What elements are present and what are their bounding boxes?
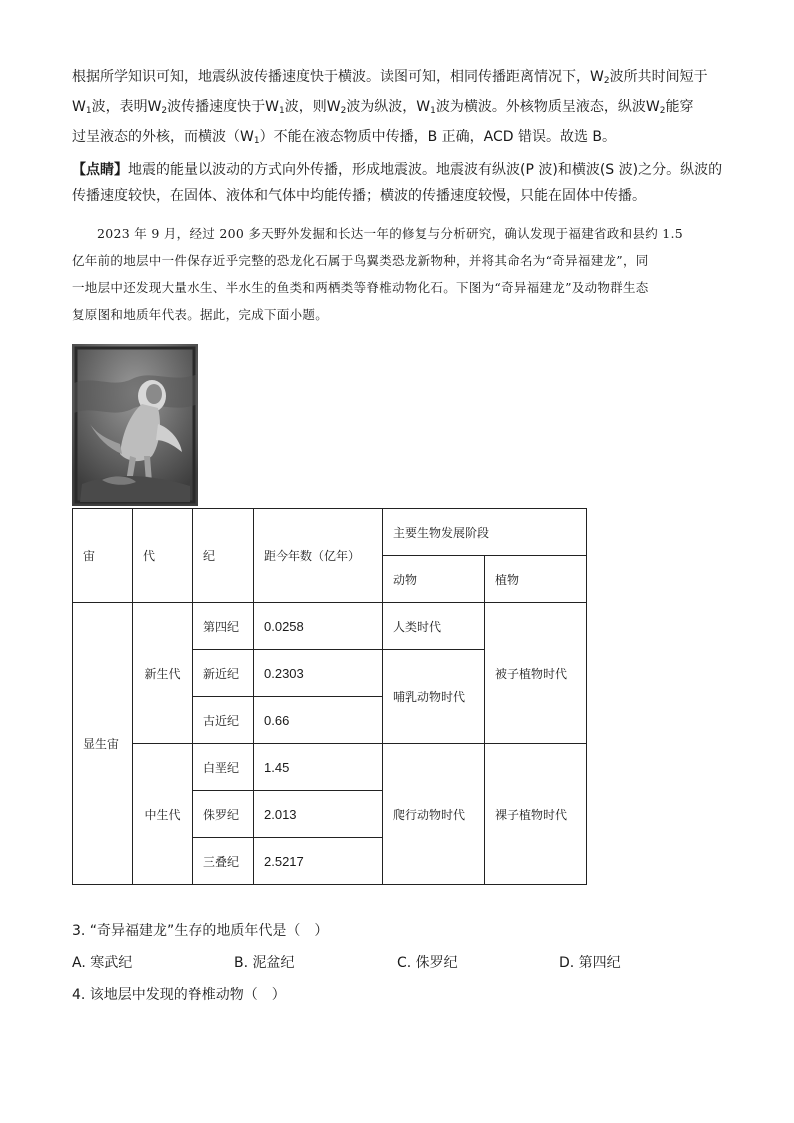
cell-age: 2.5217	[254, 838, 383, 885]
cell-period: 新近纪	[193, 650, 254, 697]
analysis-line-3: 过呈液态的外核，而横波$(W_1)$不能在液态物质中传播，B 正确，ACD 错误。故选 B。	[72, 129, 617, 146]
passage-line-4: 复原图和地质年代表。据此，完成下面小题。	[72, 307, 329, 322]
cell-period: 古近纪	[193, 697, 254, 744]
header-period: 纪	[193, 509, 254, 603]
option-a[interactable]: A. 寒武纪	[72, 955, 133, 971]
analysis-paragraph	[72, 64, 722, 154]
tip-label: 【点睛】	[72, 162, 128, 178]
cell-period: 侏罗纪	[193, 791, 254, 838]
dinosaur-illustration	[72, 344, 198, 506]
header-stage: 主要生物发展阶段	[383, 509, 587, 556]
analysis-line-1: 根据所学知识可知，地震纵波传播速度快于横波。读图可知，相同传播距离情况下，$W_2$波所共时间短于	[72, 69, 708, 86]
question-4: 4. 该地层中发现的脊椎动物（ ）	[72, 987, 286, 1003]
option-d[interactable]: D. 第四纪	[559, 955, 621, 971]
cell-eon: 显生宙	[73, 603, 133, 885]
tip-text-2: 传播速度较快，在固体、液体和气体中均能传播；横波的传播速度较慢，只能在固体中传播。	[72, 188, 646, 204]
cell-era-cenozoic: 新生代	[133, 603, 193, 744]
header-eon: 宙	[73, 509, 133, 603]
cell-age: 0.66	[254, 697, 383, 744]
header-era: 代	[133, 509, 193, 603]
cell-age: 0.2303	[254, 650, 383, 697]
cell-animal-mammal: 哺乳动物时代	[383, 650, 485, 744]
cell-animal-reptile: 爬行动物时代	[383, 744, 485, 885]
cell-age: 1.45	[254, 744, 383, 791]
cell-age: 2.013	[254, 791, 383, 838]
header-age: 距今年数（亿年）	[254, 509, 383, 603]
analysis-line-2: $W_1$波，表明$W_2$波传播速度快于$W_1$波，则$W_2$波为纵波，$W_1$波为横波。外核物质呈液态，纵波$W_2$能穿	[72, 99, 694, 116]
dinosaur-reconstruction-image	[72, 344, 198, 506]
passage-line-2: 亿年前的地层中一件保存近乎完整的恐龙化石属于鸟翼类恐龙新物种，并将其命名为“奇异福建龙”，同	[72, 253, 649, 268]
passage-line-1: 2023 年 9 月，经过 200 多天野外发掘和长达一年的修复与分析研究，确认发现于福建省政和县约 1.5	[97, 226, 684, 241]
cell-plant-angiosperm: 被子植物时代	[485, 603, 587, 744]
passage-line-3: 一地层中还发现大量水生、半水生的鱼类和两栖类等脊椎动物化石。下图为“奇异福建龙”及动物群生态	[72, 280, 649, 295]
header-plant: 植物	[485, 556, 587, 603]
cell-animal-human: 人类时代	[383, 603, 485, 650]
option-c[interactable]: C. 侏罗纪	[397, 955, 458, 971]
question-3: 3. “奇异福建龙”生存的地质年代是（ ）	[72, 923, 329, 939]
geologic-time-table	[72, 508, 587, 885]
cell-age: 0.0258	[254, 603, 383, 650]
cell-plant-gymnosperm: 裸子植物时代	[485, 744, 587, 885]
header-animal: 动物	[383, 556, 485, 603]
tip-text-1: 地震的能量以波动的方式向外传播，形成地震波。地震波有纵波(P 波)和横波(S 波)之分。纵波的	[128, 162, 723, 178]
cell-era-mesozoic: 中生代	[133, 744, 193, 885]
option-b[interactable]: B. 泥盆纪	[234, 955, 295, 971]
cell-period: 第四纪	[193, 603, 254, 650]
cell-period: 白垩纪	[193, 744, 254, 791]
passage-paragraph	[72, 220, 722, 328]
cell-period: 三叠纪	[193, 838, 254, 885]
tip-paragraph	[72, 157, 722, 209]
